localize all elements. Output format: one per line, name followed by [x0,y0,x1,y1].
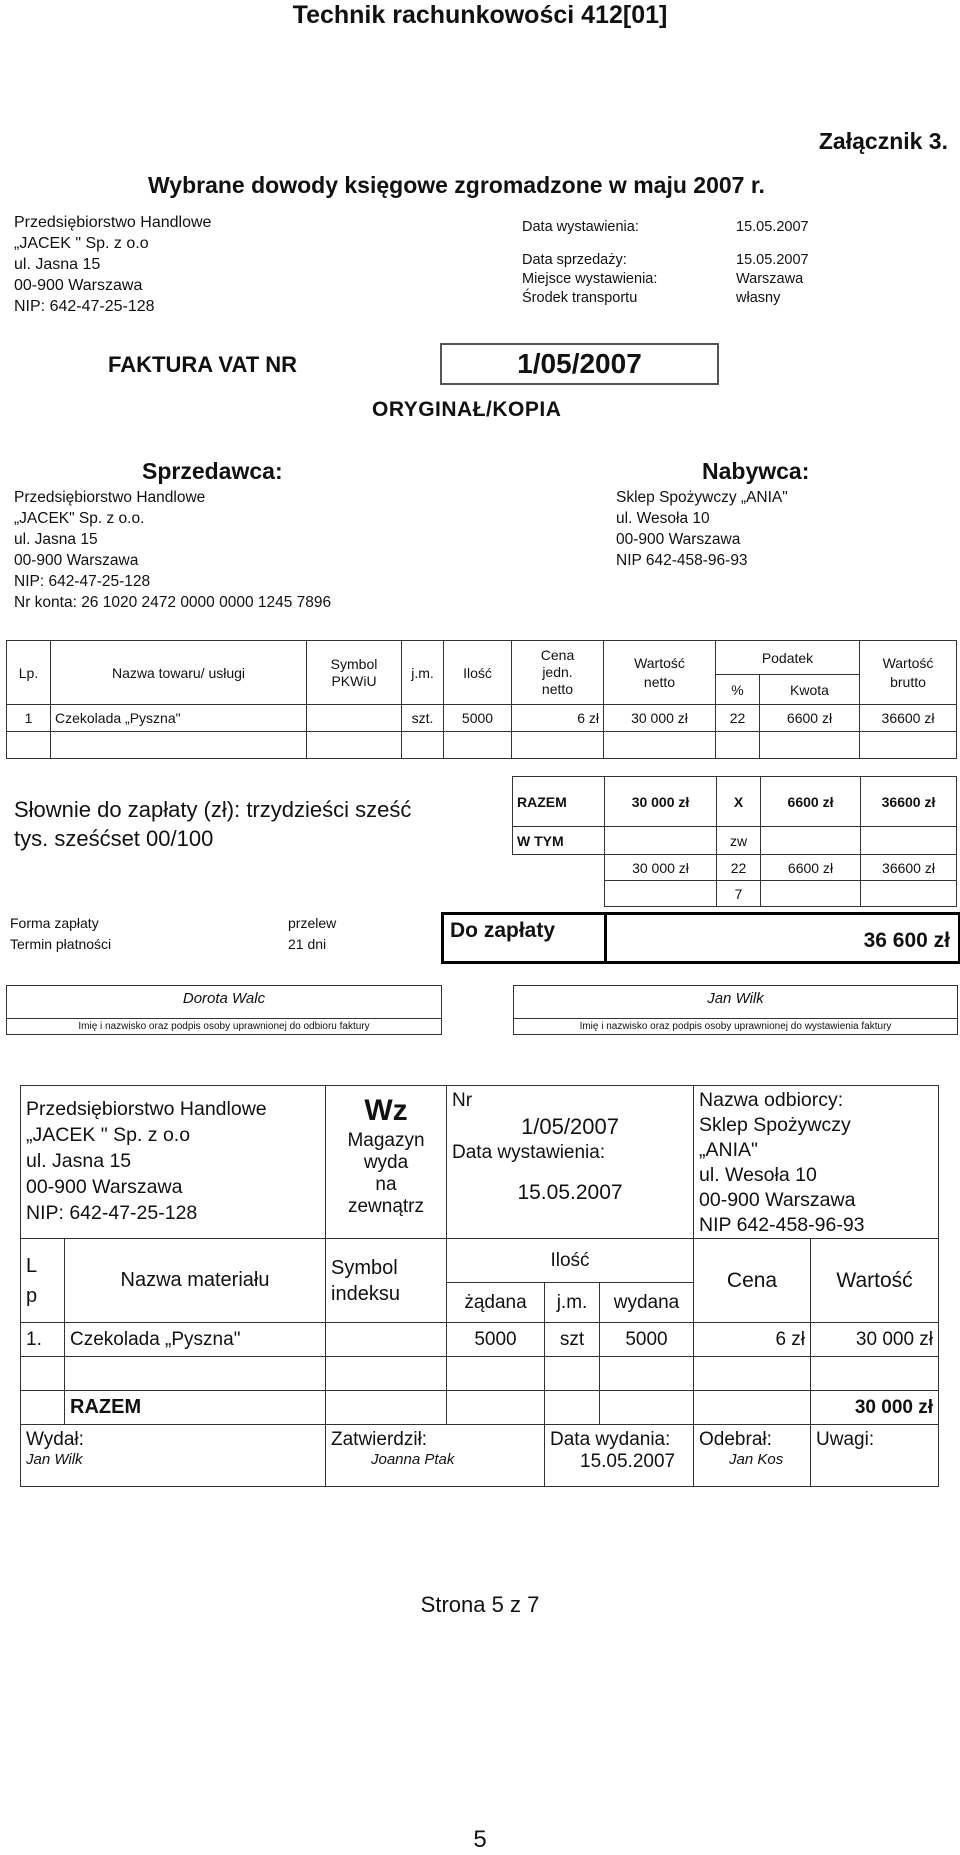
vat22-tax: 6600 zł [761,855,861,881]
payment-term-label: Termin płatności [10,936,112,952]
col-name: Nazwa towaru/ usługi [51,641,307,705]
invoice-label: FAKTURA VAT NR [108,352,298,377]
seller-name: Przedsiębiorstwo Handlowe [14,489,206,506]
wz-col-issued: wydana [600,1283,694,1323]
wz-col-lp-line1: L [26,1254,38,1277]
wz-row-symbol [326,1323,447,1357]
row-pct: 22 [716,705,760,732]
issuer-street: ul. Jasna 15 [14,256,101,273]
amount-due-box [441,912,960,964]
row-symbol [307,705,402,732]
wz-received-label: Odebrał: [699,1429,772,1450]
wz-subtitle-3: na [375,1174,397,1195]
col-symbol [307,641,402,705]
documents-heading: Wybrane dowody księgowe zgromadzone w maju 2007 r. [148,172,765,198]
wz-col-symbol-line2: indeksu [331,1282,400,1305]
page-title: Technik rachunkowości 412[01] [292,1,668,29]
vat22-net: 30 000 zł [605,855,717,881]
wz-recipient-4: 00-900 Warszawa [699,1189,856,1211]
seller-street: ul. Jasna 15 [14,531,98,548]
attachment-label: Załącznik 3. [818,128,948,154]
sale-date-label: Data sprzedaży: [522,252,627,268]
seller-city: 00-900 Warszawa [14,552,139,569]
amount-due: 36 600 zł [863,929,950,952]
place: Warszawa [736,271,804,287]
col-symbol-line2: PKWiU [331,672,377,689]
payment-form-label: Forma zapłaty [10,915,99,931]
totals-tax: 6600 zł [761,777,861,827]
wz-row-value: 30 000 zł [811,1323,939,1357]
wz-approved-label: Zatwierdził: [331,1429,428,1450]
issuer-nip: NIP: 642-47-25-128 [14,298,155,315]
row-unit: szt. [402,705,444,732]
wz-recipient-5: NIP 642-458-96-93 [699,1214,865,1236]
col-net-line1: Wartość [634,654,685,671]
buyer-name: Sklep Spożywczy „ANIA" [616,489,788,506]
totals-pct: X [717,777,761,827]
row-name: Czekolada „Pyszna" [51,705,307,732]
wz-recipient-3: ul. Wesoła 10 [699,1164,817,1186]
wz-notes-cell [811,1425,939,1487]
row-price: 6 zł [512,705,604,732]
wz-recipient-2: „ANIA" [699,1139,758,1161]
wz-total-label: RAZEM [65,1391,326,1425]
wz-total-value: 30 000 zł [811,1391,939,1425]
sale-date: 15.05.2007 [736,252,809,268]
wz-col-lp-line2: p [26,1284,38,1307]
wz-row-unit: szt [545,1323,600,1357]
wz-row-price: 6 zł [694,1323,811,1357]
buyer-street: ul. Wesoła 10 [616,510,710,527]
col-lp: Lp. [7,641,51,705]
table-row [7,705,957,732]
wz-company-name2: „JACEK " Sp. z o.o [26,1124,191,1146]
original-copy-label: ORYGINAŁ/KOPIA [372,398,562,421]
totals-gross: 36600 zł [861,777,957,827]
table-row [21,1323,939,1357]
invoice-meta [522,218,809,308]
wz-row-requested: 5000 [447,1323,545,1357]
wz-col-requested: żądana [447,1283,545,1323]
seller-block [14,487,331,613]
place-label: Miejsce wystawienia: [522,271,658,287]
vat22-gross: 36600 zł [861,855,957,881]
wz-title-cell [326,1086,447,1239]
wz-col-unit: j.m. [545,1283,600,1323]
issuer-caption: Imię i nazwisko oraz podpis osoby uprawnionej do wystawienia faktury [514,1018,957,1034]
wz-notes-label: Uwagi: [816,1429,875,1450]
vat22-pct: 22 [717,855,761,881]
wz-col-price: Cena [694,1239,811,1323]
wz-recipient-1: Sklep Spożywczy [699,1114,851,1136]
wz-issue-date: 15.05.2007 [580,1451,676,1472]
wz-company-city: 00-900 Warszawa [26,1176,183,1198]
payment-form: przelew [288,915,337,931]
wz-col-symbol-line1: Symbol [331,1256,398,1279]
wz-company-nip: NIP: 642-47-25-128 [26,1202,198,1224]
amount-in-words-line1: Słownie do zapłaty (zł): trzydzieści sześć [14,797,412,822]
col-price-line1: Cena [540,647,575,663]
wz-row-issued: 5000 [600,1323,694,1357]
payment-term: 21 dni [288,936,327,952]
issuer-name2: „JACEK " Sp. z o.o [14,235,149,252]
wz-approved-cell [326,1425,545,1487]
wz-nr-label: Nr [452,1090,473,1111]
wz-issued-by-label: Wydał: [26,1429,84,1450]
col-price-line3: netto [541,681,574,697]
issuer-city: 00-900 Warszawa [14,277,143,294]
col-net [604,641,716,705]
col-price [512,641,604,705]
wz-company [21,1086,326,1239]
wz-date: 15.05.2007 [517,1181,623,1204]
row-gross: 36600 zł [860,705,957,732]
vat7-pct: 7 [717,881,761,907]
row-net: 30 000 zł [604,705,716,732]
issuer-name: Przedsiębiorstwo Handlowe [14,214,212,231]
wz-col-qty: Ilość [447,1239,694,1283]
col-price-line2: jedn. [542,664,573,680]
receiver-caption: Imię i nazwisko oraz podpis osoby uprawnionej do odbioru faktury [7,1018,441,1034]
wz-number-cell [447,1086,694,1239]
wz-issue-date-cell [545,1425,694,1487]
table-row-empty [7,732,957,759]
row-qty: 5000 [444,705,512,732]
col-gross-line1: Wartość [882,654,934,671]
page-number: 5 [473,1826,487,1853]
row-lp: 1 [7,705,51,732]
wz-subtitle-4: zewnątrz [347,1196,425,1217]
issuer-block [14,212,211,317]
buyer-city: 00-900 Warszawa [616,531,741,548]
wz-col-value: Wartość [811,1239,939,1323]
seller-account: Nr konta: 26 1020 2472 0000 0000 1245 7896 [14,594,332,611]
wz-subtitle-2: wyda [363,1152,409,1173]
wz-row-lp: 1. [21,1323,65,1357]
issue-date: 15.05.2007 [736,219,809,235]
transport-label: Środek transportu [522,290,638,306]
col-tax: Podatek [716,641,860,675]
col-tax-pct: % [716,675,760,705]
buyer-block [616,487,788,571]
transport: własny [736,290,781,306]
receiver-name: Dorota Walc [182,990,266,1007]
amount-in-words-line2: tys. sześćset 00/100 [14,826,214,851]
wz-received: Jan Kos [729,1451,784,1468]
totals-label: RAZEM [513,777,605,827]
row-tax: 6600 zł [760,705,860,732]
page-of-label: Strona 5 z 7 [420,1592,540,1617]
wz-row-material: Czekolada „Pyszna" [65,1323,326,1357]
seller-nip: NIP: 642-47-25-128 [14,573,151,590]
wz-subtitle-1: Magazyn [347,1130,425,1151]
col-qty: Ilość [444,641,512,705]
wz-issue-date-label: Data wydania: [550,1429,671,1450]
col-gross [860,641,957,705]
wz-date-label: Data wystawienia: [452,1142,606,1163]
wz-company-name: Przedsiębiorstwo Handlowe [26,1098,267,1120]
wz-issued-by-cell [21,1425,326,1487]
wz-company-street: ul. Jasna 15 [26,1150,132,1172]
invoice-items-table [6,640,957,759]
issuer-signature-box [513,985,958,1035]
table-row-empty [21,1357,939,1391]
wz-document [20,1085,939,1487]
wz-nr: 1/05/2007 [521,1114,619,1139]
wz-col-symbol [326,1239,447,1323]
in-which-label: W TYM [513,827,605,855]
buyer-heading: Nabywca: [702,458,810,484]
wz-recipient-label: Nazwa odbiorcy: [699,1089,844,1111]
amount-in-words [14,795,411,853]
wz-col-lp [21,1239,65,1323]
col-gross-line2: brutto [890,673,926,690]
wz-title: Wz [364,1094,408,1127]
amount-due-label: Do zapłaty [450,919,556,942]
invoice-number: 1/05/2007 [440,343,719,385]
seller-heading: Sprzedawca: [142,458,283,484]
buyer-nip: NIP 642-458-96-93 [616,552,748,569]
col-net-line2: netto [643,673,676,690]
issuer-signature-name: Jan Wilk [707,990,764,1007]
col-unit: j.m. [402,641,444,705]
tax-exempt-label: zw [717,827,761,855]
wz-approved: Joanna Ptak [371,1451,455,1468]
col-tax-amount: Kwota [760,675,860,705]
totals-net: 30 000 zł [605,777,717,827]
wz-received-cell [694,1425,811,1487]
col-symbol-line1: Symbol [330,655,378,672]
invoice-totals-table [512,776,957,907]
seller-name2: „JACEK" Sp. z o.o. [14,510,145,527]
issue-date-label: Data wystawienia: [522,219,639,235]
wz-col-material: Nazwa materiału [65,1239,326,1323]
wz-recipient [694,1086,939,1239]
payment-block [10,913,336,955]
receiver-signature-box [6,985,442,1035]
wz-issued-by: Jan Wilk [26,1451,83,1468]
amount-due-divider [604,915,607,961]
